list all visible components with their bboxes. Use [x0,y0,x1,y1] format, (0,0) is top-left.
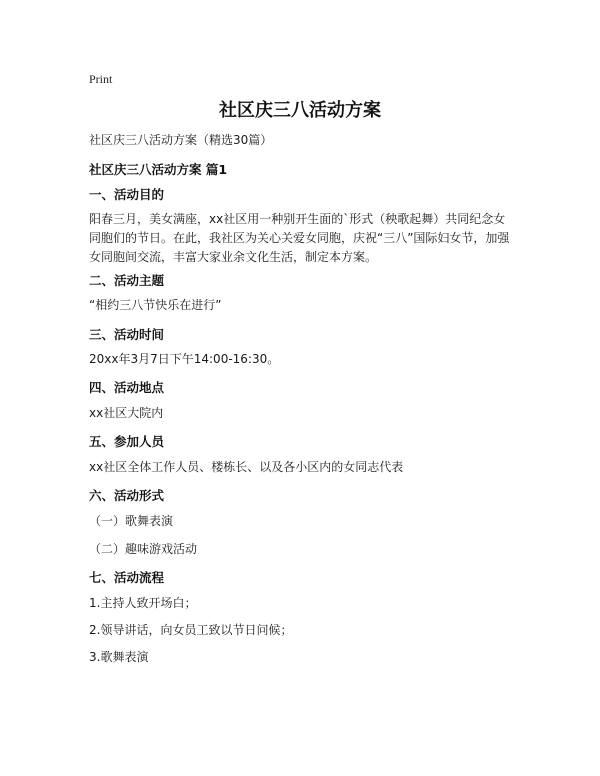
paragraph-theme: “相约三八节快乐在进行” [89,298,222,312]
heading-format: 六、活动形式 [89,488,165,503]
heading-participants: 五、参加人员 [89,434,165,449]
print-label: Print [89,72,113,86]
page-title: 社区庆三八活动方案 [219,100,381,121]
paragraph-location: xx社区大院内 [89,406,164,420]
paragraph-time: 20xx年3月7日下午14:00-16:30。 [89,352,280,366]
list-item-procedure-3: 3.歌舞表演 [89,650,149,664]
section-title: 社区庆三八活动方案 篇1 [89,162,228,177]
paragraph-participants: xx社区全体工作人员、楼栋长、以及各小区内的女同志代表 [89,460,404,474]
heading-procedure: 七、活动流程 [89,570,165,585]
list-item-procedure-2: 2.领导讲话，向女员工致以节日问候； [89,623,293,637]
heading-time: 三、活动时间 [89,327,165,342]
list-item-format-2: （二）趣味游戏活动 [89,542,198,556]
heading-theme: 二、活动主题 [89,273,165,288]
paragraph-purpose: 阳春三月，美女满座，xx社区用一种别开生面的`形式（秧歌起舞）共同纪念女同胞们的节日。在此，我社区为关心关爱女同胞，庆祝“三八”国际妇女节，加强女同胞间交流，丰富大家业余文化生活，制定本方案。 [89,212,510,264]
list-item-format-1: （一）歌舞表演 [89,514,174,528]
heading-location: 四、活动地点 [89,380,165,395]
document-subtitle: 社区庆三八活动方案（精选30篇） [89,133,273,147]
list-item-procedure-1: 1.主持人致开场白； [89,596,197,610]
heading-purpose: 一、活动目的 [89,187,165,202]
